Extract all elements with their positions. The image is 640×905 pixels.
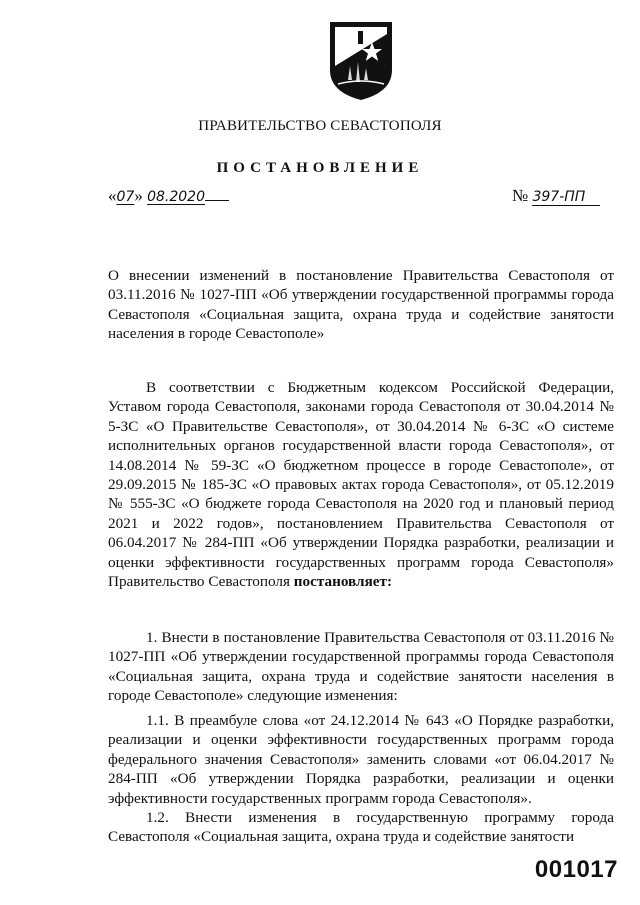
date-quote-open: « bbox=[108, 186, 117, 205]
document-number bbox=[512, 186, 600, 206]
date-month-year: 08.2020 bbox=[147, 189, 205, 205]
government-name: ПРАВИТЕЛЬСТВО СЕВАСТОПОЛЯ bbox=[198, 118, 442, 134]
coat-of-arms-icon bbox=[328, 20, 394, 102]
number-value: 397-ПП bbox=[532, 189, 600, 206]
date-day: 07 bbox=[116, 189, 135, 205]
decision-word: постановляет: bbox=[293, 573, 393, 591]
legal-basis-text: В соответствии с Бюджетным кодексом Российской Федерации, Уставом города Севастополя, законами города Севастополя от 30.04.2014 № 5-ЗС «О Правительстве Севастополя», от 30.04.2014 № 6-ЗС «О системе исполнительных органов государственной власти города Севастополя», от 14.08.2014 № 59-ЗС «О бюджетном процессе в городе Севастополе», от 29.09.2015 № 185-ЗС «О правовых актах города Севастополя», от 05.12.2019 № 555-ЗС «О бюджете города Севастополя на 2020 год и плановый период 2021 и 2022 годов», постановлением Правительства Севастополя от 06.04.2017 № 284-ПП «Об утверждении Порядка разработки, реализации и оценки эффективности государственных программ города Севастополя» Правительство Севастополя bbox=[108, 379, 614, 591]
date-quote-close: » bbox=[134, 186, 143, 205]
document-type: ПОСТАНОВЛЕНИЕ bbox=[216, 160, 424, 176]
document-subject: О внесении изменений в постановление Правительства Севастополя от 03.11.2016 № 1027-ПП «Об утверждении государственной программы города Севастополя «Социальная защита, охрана труда и содействие занятости населения в городе Севастополе» bbox=[108, 267, 614, 343]
document-date bbox=[108, 186, 229, 206]
serial-number: 001017 bbox=[534, 856, 618, 883]
item-1-1-paragraph: 1.1. В преамбуле слова «от 24.12.2014 № 643 «О Порядке разработки, реализации и оценки эффективности государственных программ города федерального значения Севастополя» заменить словами «от 06.04.2017 № 284-ПП «Об утверждении Порядка разработки, реализации и оценки эффективности государственных программ города Севастополя». bbox=[108, 712, 614, 807]
legal-basis-paragraph bbox=[108, 378, 614, 591]
date-underline bbox=[205, 186, 229, 201]
item-1-paragraph: 1. Внести в постановление Правительства Севастополя от 03.11.2016 № 1027-ПП «Об утверждении государственной программы города Севастополя «Социальная защита, охрана труда и содействие занятости населения в городе Севастополе» следующие изменения: bbox=[108, 629, 614, 705]
item-1-2-paragraph: 1.2. Внести изменения в государственную программу города Севастополя «Социальная защита, охрана труда и содействие занятости bbox=[108, 809, 614, 846]
number-sign: № bbox=[512, 186, 529, 205]
